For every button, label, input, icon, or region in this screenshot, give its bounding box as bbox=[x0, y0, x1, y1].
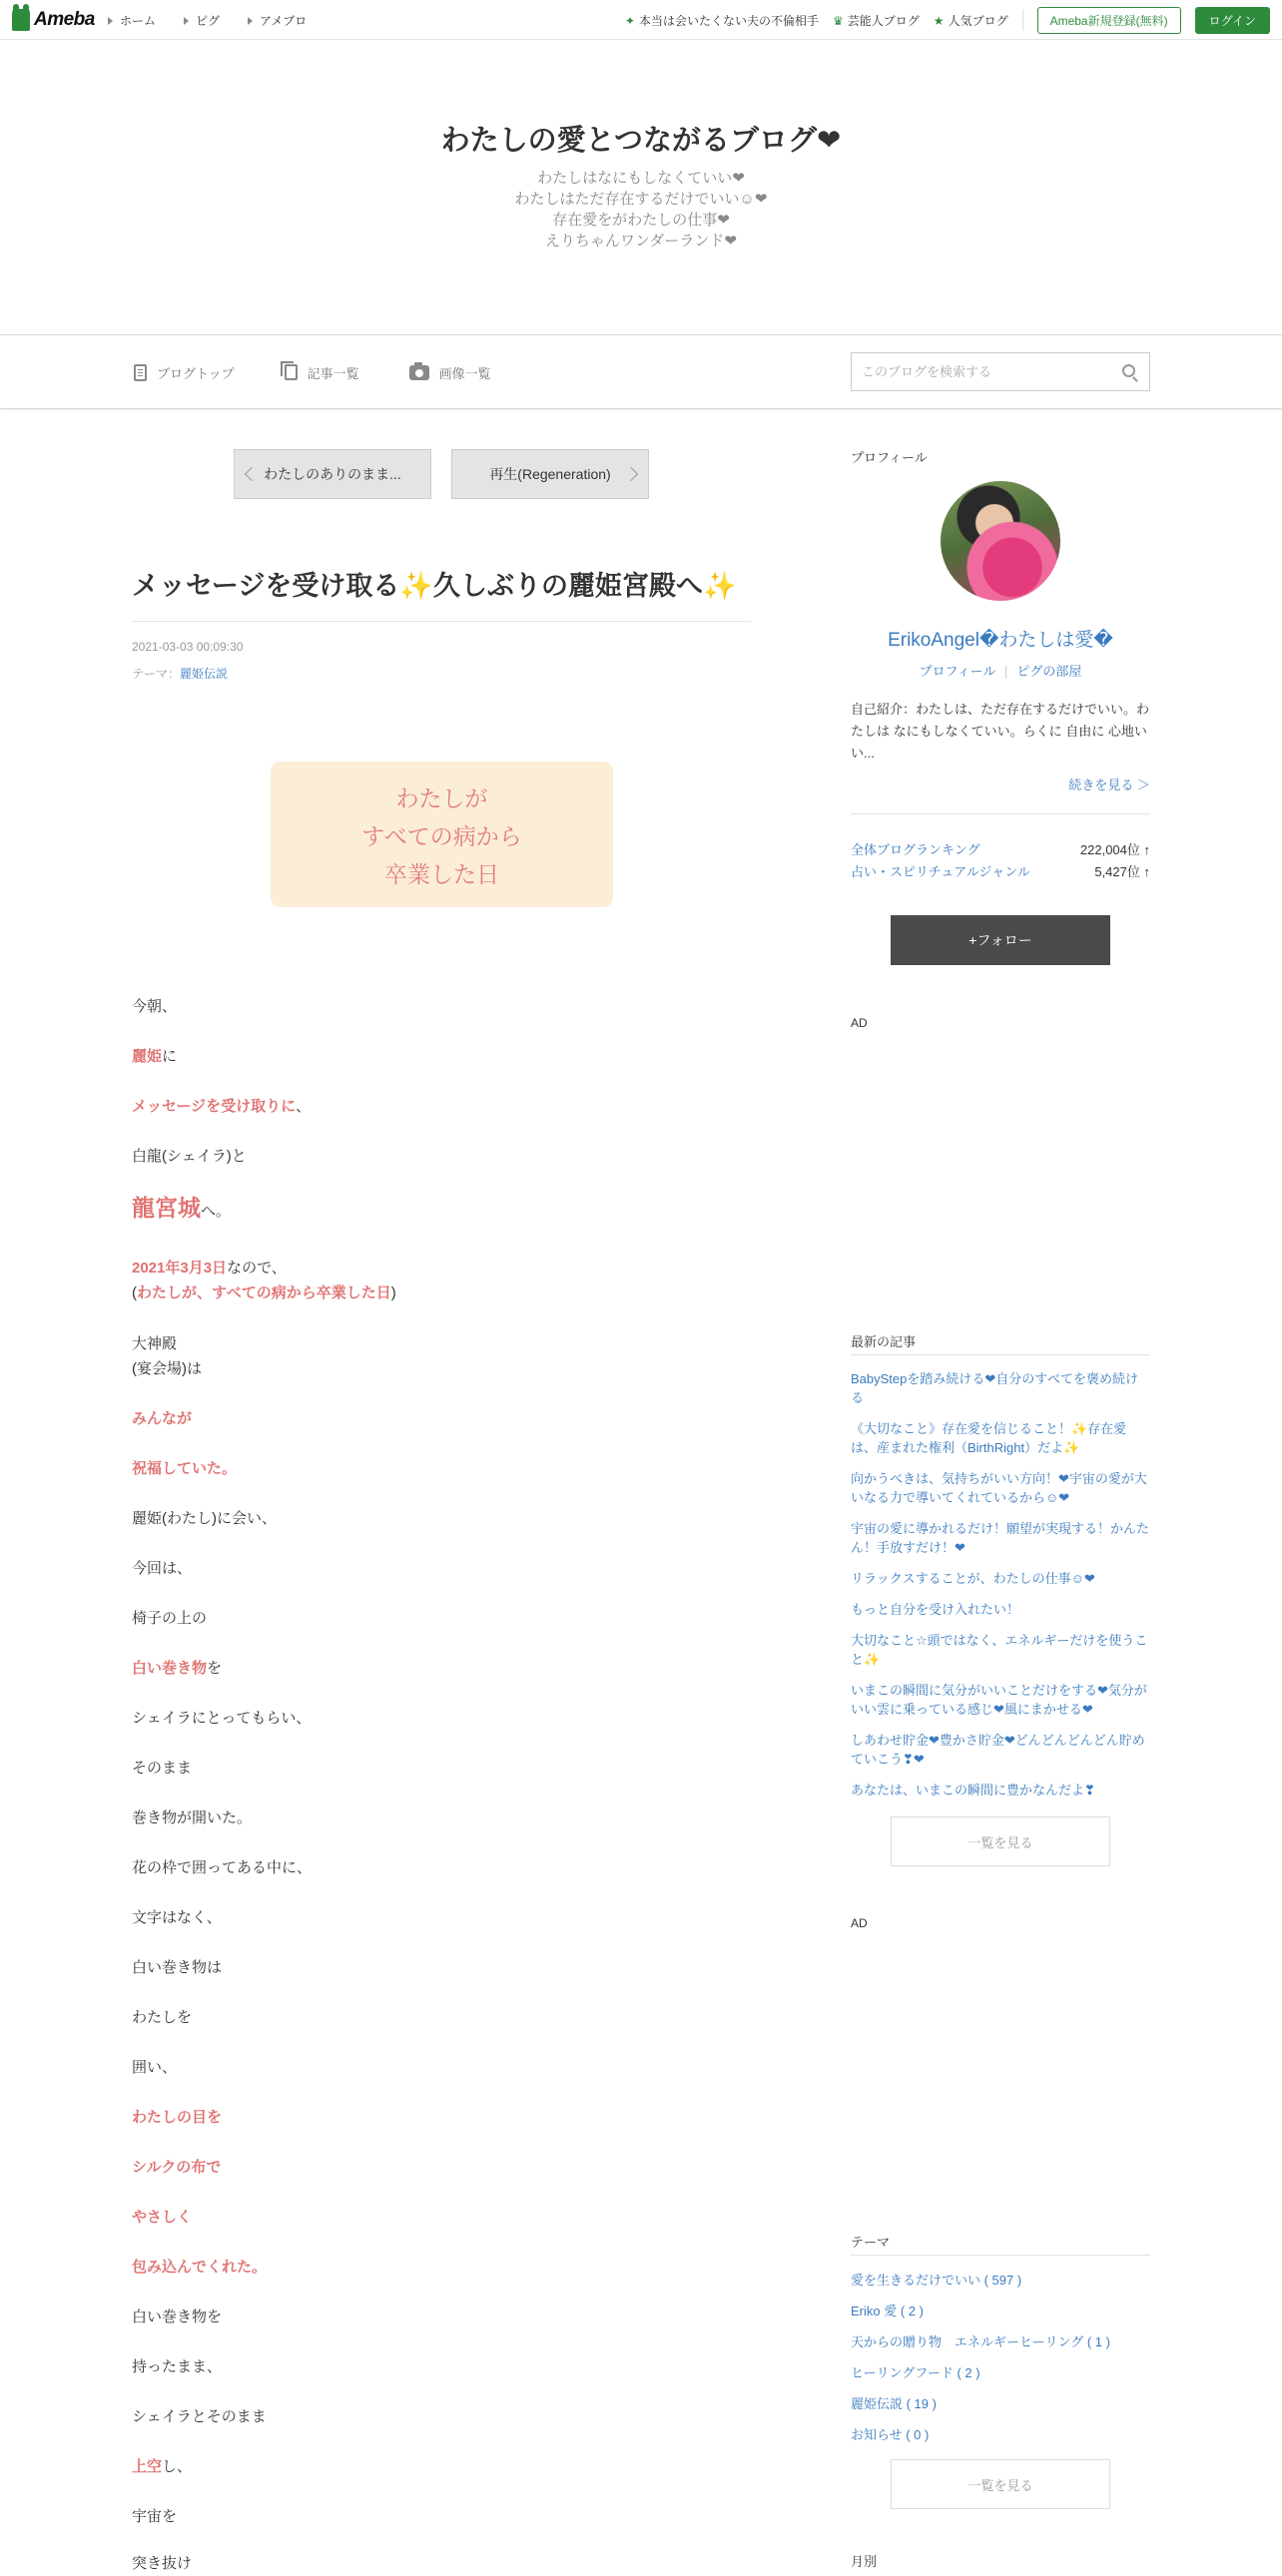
entry-banner-image bbox=[271, 762, 613, 907]
body-text: シェイラとそのまま bbox=[132, 2408, 267, 2425]
blog-top-label: ブログトップ bbox=[157, 365, 235, 381]
pigg-room-link[interactable]: ピグの部屋 bbox=[1016, 664, 1082, 679]
body-text: わたしを bbox=[132, 2009, 193, 2026]
body-text: 突き抜け bbox=[132, 2555, 193, 2572]
register-button[interactable]: Ameba新規登録(無料) bbox=[1037, 7, 1181, 34]
recent-entry-link[interactable]: あなたは、いまこの瞬間に豊かなんだよ❣ bbox=[851, 1783, 1095, 1798]
divider bbox=[851, 2255, 1150, 2256]
profile-links bbox=[851, 661, 1150, 680]
body-text: 文字はなく、 bbox=[132, 1909, 222, 1926]
crown-icon: ♛ bbox=[833, 13, 844, 28]
ranking-overall-value: 222,004位 ↑ bbox=[1079, 842, 1150, 857]
entry-list-link[interactable] bbox=[285, 363, 359, 382]
profile-intro: 自己紹介：わたしは、ただ存在するだけでいい。わたしは なにもしなくていい。らくに 自由に 心地いい... bbox=[851, 702, 1150, 761]
body-text: 白龍(シェイラ)と bbox=[132, 1148, 247, 1165]
read-more-link[interactable]: 続きを見る ＞ bbox=[1068, 777, 1150, 792]
body-highlight: メッセージを受け取りに bbox=[132, 1098, 297, 1115]
blog-description-line: わたしはただ存在するだけでいい☺❤ bbox=[514, 191, 768, 208]
body-highlight: 麗姫 bbox=[132, 1048, 163, 1065]
body-text: 囲い、 bbox=[132, 2059, 178, 2076]
divider bbox=[132, 621, 751, 622]
banner-line: すべての病から bbox=[361, 823, 522, 849]
triangle-icon bbox=[108, 17, 113, 25]
featured-link[interactable] bbox=[625, 12, 819, 29]
ameba-logo-icon bbox=[12, 9, 30, 31]
divider bbox=[851, 1354, 1150, 1355]
body-highlight: やさしく bbox=[132, 2209, 193, 2226]
blog-title[interactable]: わたしの愛とつながるブログ❤ bbox=[440, 125, 842, 157]
theme-link[interactable]: 天からの贈り物 エネルギーヒーリング ( 1 ) bbox=[851, 2334, 1110, 2349]
prev-entry-button[interactable] bbox=[234, 449, 431, 499]
body-text: 今回は、 bbox=[132, 1560, 193, 1577]
blog-description-line: わたしはなにもしなくていい❤ bbox=[537, 170, 745, 187]
recent-entry-link[interactable]: いまこの瞬間に気分がいいことだけをする❤気分がいい雲に乗っている感じ❤風にまかせる❤ bbox=[851, 1683, 1147, 1717]
body-text: (宴会場)は bbox=[132, 1360, 202, 1377]
profile-avatar[interactable] bbox=[941, 481, 1060, 601]
body-highlight: わたしが、すべての病から卒業した日 bbox=[137, 1285, 391, 1301]
body-text bbox=[132, 2454, 192, 2479]
nav-pigg-label: ピグ bbox=[196, 13, 221, 28]
nav-home-label: ホーム bbox=[120, 13, 157, 28]
body-text-span: ( bbox=[132, 1285, 137, 1301]
star-icon: ★ bbox=[933, 13, 945, 28]
ranking-overall-link[interactable]: 全体ブログランキング bbox=[851, 842, 980, 857]
global-nav bbox=[108, 0, 307, 40]
body-text-span: を bbox=[207, 1660, 223, 1677]
popular-blog-label: 人気ブログ bbox=[948, 13, 1008, 28]
body-text: 宇宙を bbox=[132, 2508, 178, 2525]
body-highlight: 2021年3月3日 bbox=[132, 1260, 228, 1277]
theme-heading: テーマ bbox=[851, 2235, 891, 2250]
body-text: シェイラにとってもらい、 bbox=[132, 1710, 312, 1727]
search-icon[interactable] bbox=[1122, 364, 1135, 377]
blog-search bbox=[851, 352, 1150, 391]
recent-entry-link[interactable]: 向かうべきは、気持ちがいい方向！❤宇宙の愛が大いなる力で導いてくれているから☺❤ bbox=[851, 1471, 1147, 1505]
ad-label: AD bbox=[851, 1916, 868, 1930]
body-text: 白い巻き物は bbox=[132, 1959, 223, 1976]
body-text bbox=[132, 1656, 222, 1681]
recent-entry-link[interactable]: リラックスすることが、わたしの仕事☺❤ bbox=[851, 1571, 1095, 1586]
blog-menu bbox=[134, 335, 491, 409]
ameba-logo[interactable] bbox=[12, 8, 95, 32]
recent-entry-link[interactable]: しあわせ貯金❤豊かさ貯金❤どんどんどんどん貯めていこう❣❤ bbox=[851, 1733, 1145, 1767]
profile-heading: プロフィール bbox=[851, 450, 928, 465]
profile-link[interactable]: プロフィール bbox=[919, 664, 996, 679]
theme-link[interactable]: 麗姫伝説 ( 19 ) bbox=[851, 2396, 937, 2411]
featured-link-label: 本当は会いたくない夫の不倫相手 bbox=[639, 13, 820, 28]
entry-theme bbox=[132, 665, 228, 682]
body-text-span: へ。 bbox=[201, 1203, 232, 1220]
body-text bbox=[132, 1094, 311, 1119]
body-text: 今朝、 bbox=[132, 998, 178, 1015]
body-text: 白い巻き物を bbox=[132, 2309, 223, 2325]
body-highlight: 包み込んでくれた。 bbox=[132, 2259, 268, 2276]
recent-entry-link[interactable]: BabyStepを踏み続ける❤自分のすべてを褒め続ける bbox=[851, 1371, 1139, 1405]
nav-home[interactable] bbox=[108, 12, 156, 29]
login-button[interactable]: ログイン bbox=[1195, 7, 1270, 34]
entry-title[interactable]: メッセージを受け取る✨久しぶりの麗姫宮殿へ✨ bbox=[132, 571, 737, 601]
nav-pigg[interactable] bbox=[184, 12, 220, 29]
divider bbox=[1022, 9, 1023, 31]
body-highlight: 白い巻き物 bbox=[132, 1660, 208, 1677]
body-text-span: なので、 bbox=[227, 1260, 287, 1277]
body-text bbox=[132, 1044, 177, 1069]
body-text-span: に bbox=[162, 1048, 178, 1065]
body-text-span: 、 bbox=[296, 1098, 312, 1115]
body-highlight: シルクの布で bbox=[132, 2159, 222, 2176]
body-text-span: ) bbox=[390, 1285, 396, 1301]
ad-label: AD bbox=[851, 1016, 868, 1030]
recent-entry-link[interactable]: もっと自分を受け入れたい！ bbox=[851, 1602, 1020, 1617]
entry-date: 2021-03-03 00:09:30 bbox=[132, 640, 244, 654]
theme-link[interactable]: 愛を生きるだけでいい ( 597 ) bbox=[851, 2273, 1022, 2288]
ranking-row bbox=[851, 861, 1150, 880]
entry-list-label: 記事一覧 bbox=[307, 365, 359, 381]
recent-entries-heading: 最新の記事 bbox=[851, 1334, 917, 1349]
documents-icon bbox=[285, 364, 298, 380]
body-text: 麗姫(わたし)に会い、 bbox=[132, 1510, 277, 1527]
blog-subnav bbox=[0, 335, 1282, 409]
triangle-icon bbox=[184, 17, 189, 25]
camera-icon bbox=[409, 365, 429, 380]
body-text: 大神殿 bbox=[132, 1335, 178, 1352]
divider bbox=[1005, 666, 1006, 679]
nav-ameblo-label: アメブロ bbox=[260, 13, 308, 28]
ranking-genre-value: 5,427位 ↑ bbox=[1094, 864, 1150, 879]
blog-description-line: 存在愛をがわたしの仕事❤ bbox=[552, 212, 730, 229]
theme-link[interactable]: Eriko 愛 ( 2 ) bbox=[851, 2304, 924, 2318]
logo-text: Ameba bbox=[34, 9, 95, 30]
chevron-left-icon bbox=[245, 467, 259, 481]
image-list-label: 画像一覧 bbox=[438, 365, 491, 381]
blog-top-link[interactable] bbox=[134, 363, 235, 382]
recent-entry-link[interactable]: 宇宙の愛に導かれるだけ！願望が実現する！かんたん！手放すだけ！❤ bbox=[851, 1521, 1150, 1555]
theme-link[interactable]: お知らせ ( 0 ) bbox=[851, 2427, 930, 2442]
theme-label: テーマ： bbox=[132, 667, 181, 681]
follow-button[interactable]: +フォロー bbox=[891, 915, 1110, 965]
see-all-entries-button[interactable]: 一覧を見る bbox=[891, 1816, 1110, 1866]
document-icon bbox=[134, 364, 147, 381]
top-bar bbox=[0, 0, 1282, 40]
celebrity-blog-label: 芸能人ブログ bbox=[847, 13, 920, 28]
nav-ameblo[interactable] bbox=[248, 12, 307, 29]
next-entry-button[interactable] bbox=[451, 449, 649, 499]
monthly-archive-heading: 月別 bbox=[851, 2554, 878, 2569]
body-highlight: わたしの目を bbox=[132, 2109, 223, 2126]
body-text: 椅子の上の bbox=[132, 1610, 208, 1627]
body-text: そのまま bbox=[132, 1760, 193, 1777]
body-text: 巻き物が開いた。 bbox=[132, 1809, 253, 1826]
body-highlight: 祝福していた。 bbox=[132, 1460, 238, 1477]
blog-header bbox=[0, 40, 1282, 335]
star-icon: ✦ bbox=[624, 13, 635, 28]
body-highlight: 上空 bbox=[132, 2458, 163, 2475]
popular-blog-link[interactable] bbox=[934, 12, 1008, 29]
see-all-themes-button[interactable]: 一覧を見る bbox=[891, 2459, 1110, 2509]
triangle-icon bbox=[248, 17, 253, 25]
image-list-link[interactable] bbox=[409, 363, 491, 382]
blog-search-input[interactable] bbox=[852, 353, 1101, 390]
body-text bbox=[132, 1256, 287, 1281]
theme-link[interactable]: ヒーリングフード ( 2 ) bbox=[851, 2365, 980, 2380]
banner-line: 卒業した日 bbox=[384, 861, 499, 887]
recent-entry-link[interactable]: 《大切なこと》存在愛を信じること！✨存在愛は、産まれた権利（BirthRight）だよ✨ bbox=[851, 1421, 1127, 1455]
blog-description-line: えりちゃんワンダーランド❤ bbox=[545, 233, 737, 250]
ranking-row bbox=[851, 839, 1150, 858]
body-text bbox=[132, 1196, 231, 1224]
divider bbox=[851, 813, 1150, 814]
prev-entry-label: わたしのありのまま... bbox=[264, 466, 401, 482]
banner-line: わたしが bbox=[395, 785, 488, 811]
body-highlight: みんなが bbox=[132, 1410, 193, 1427]
blog-description bbox=[0, 168, 1282, 252]
next-entry-label: 再生(Regeneration) bbox=[489, 466, 611, 482]
theme-link[interactable]: 麗姫伝説 bbox=[180, 667, 229, 681]
ranking-genre-link[interactable]: 占い・スピリチュアルジャンル bbox=[851, 864, 1030, 879]
celebrity-blog-link[interactable] bbox=[833, 12, 920, 29]
body-text: 花の枠で囲ってある中に、 bbox=[132, 1859, 313, 1876]
top-right-links bbox=[625, 0, 1270, 40]
chevron-right-icon bbox=[624, 467, 638, 481]
body-text bbox=[132, 1281, 396, 1305]
body-text-span: し、 bbox=[162, 2458, 193, 2475]
body-highlight-large: 龍宮城 bbox=[132, 1195, 201, 1221]
body-text: 持ったまま、 bbox=[132, 2358, 223, 2375]
recent-entry-link[interactable]: 大切なこと☆頭ではなく、エネルギーだけを使うこと✨ bbox=[851, 1633, 1148, 1667]
profile-name[interactable]: ErikoAngel�わたしは愛� bbox=[888, 630, 1113, 651]
